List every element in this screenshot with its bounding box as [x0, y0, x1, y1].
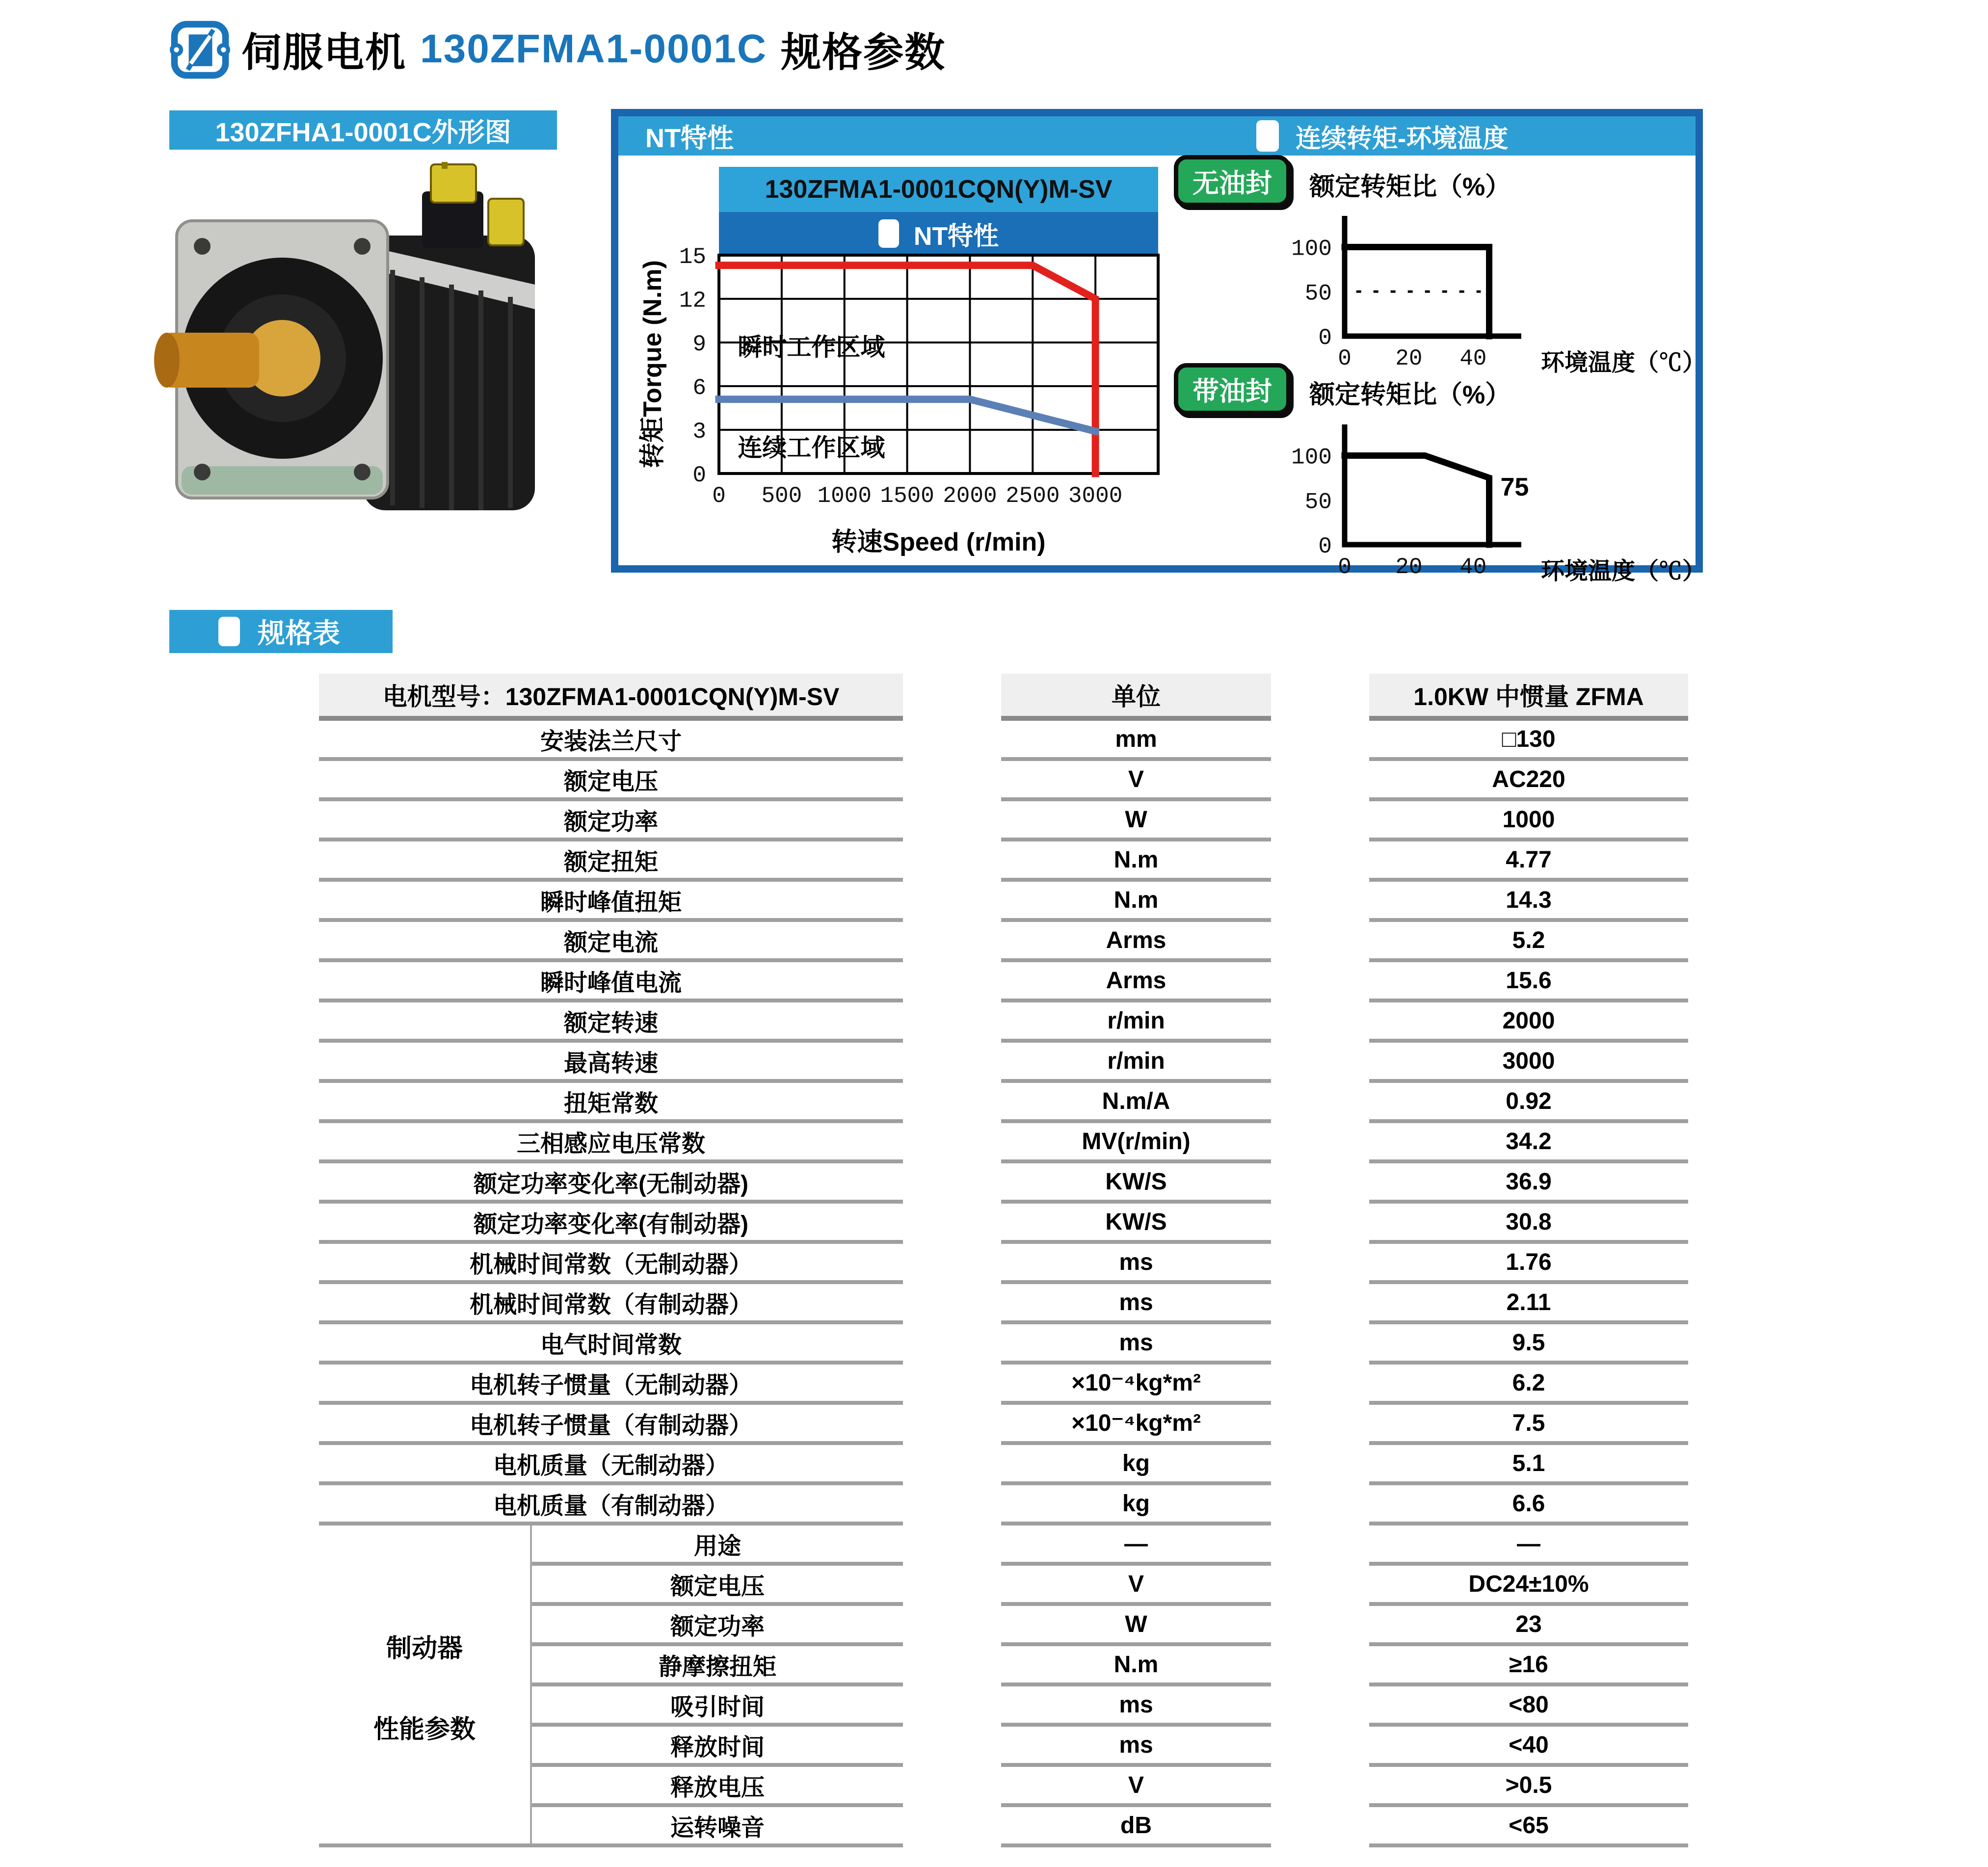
spec-param-value: AC220 — [1369, 761, 1688, 801]
spec-param-unit: MV(r/min) — [1001, 1123, 1271, 1163]
spec-table-row — [319, 721, 1688, 761]
spec-param-unit: N.m — [1001, 841, 1271, 882]
spec-table-row — [319, 1204, 1688, 1244]
spec-param-unit: KW/S — [1001, 1204, 1271, 1244]
spec-param-name: 额定电流 — [319, 922, 903, 962]
spec-param-value: 15.6 — [1369, 962, 1688, 1002]
brand-logo-icon — [169, 21, 231, 79]
spec-param-unit: r/min — [1001, 1043, 1271, 1083]
spec-param-value: 6.2 — [1369, 1365, 1688, 1405]
no-oil-seal-button[interactable] — [1174, 155, 1291, 207]
svg-text:1000: 1000 — [817, 483, 872, 509]
with-oil-seal-button-label: 带油封 — [1193, 376, 1272, 406]
svg-text:15: 15 — [679, 244, 706, 270]
spec-param-name: 释放电压 — [532, 1767, 903, 1807]
spec-param-unit: mm — [1001, 721, 1271, 761]
spec-param-unit: N.m — [1001, 882, 1271, 922]
brake-parameters-section — [319, 1525, 1688, 1847]
svg-text:3000: 3000 — [1068, 483, 1123, 509]
spec-param-unit: ms — [1001, 1686, 1271, 1727]
nt-chart-subtitle-label: NT特性 — [913, 222, 999, 251]
spec-param-value: 5.1 — [1369, 1445, 1688, 1485]
spec-table-row — [319, 1365, 1688, 1405]
spec-param-unit: KW/S — [1001, 1163, 1271, 1204]
page-title-prefix: 伺服电机 — [241, 30, 407, 75]
brake-group-label-line: 制动器 — [386, 1634, 463, 1663]
page-title — [241, 20, 946, 79]
svg-text:1500: 1500 — [880, 483, 934, 509]
spec-header-model: 电机型号：130ZFMA1-0001CQN(Y)M-SV — [319, 674, 903, 721]
spec-table-row — [319, 1244, 1688, 1284]
spec-param-value: <40 — [1369, 1727, 1688, 1767]
spec-param-value: 7.5 — [1369, 1405, 1688, 1445]
spec-param-value: DC24±10% — [1369, 1566, 1688, 1606]
spec-param-unit: dB — [1001, 1807, 1271, 1847]
spec-table — [319, 674, 1688, 1847]
spec-param-value: ≥16 — [1369, 1646, 1688, 1686]
spec-param-value: 4.77 — [1369, 841, 1688, 882]
svg-text:40: 40 — [1459, 554, 1487, 580]
svg-text:6: 6 — [692, 375, 706, 401]
spec-param-unit: ms — [1001, 1284, 1271, 1324]
spec-param-unit: kg — [1001, 1485, 1271, 1525]
spec-param-name: 机械时间常数（有制动器） — [319, 1284, 903, 1324]
torque-axis-label: 转矩Torque (N.m) — [638, 260, 667, 468]
white-square-icon — [1256, 120, 1279, 152]
with-oil-seal-button[interactable] — [1174, 363, 1291, 415]
svg-text:连续工作区域: 连续工作区域 — [738, 434, 885, 462]
spec-param-value: 14.3 — [1369, 882, 1688, 922]
spec-param-name: 额定电压 — [319, 761, 903, 801]
svg-text:50: 50 — [1304, 489, 1332, 515]
svg-text:3: 3 — [692, 419, 706, 445]
spec-param-value: 2.11 — [1369, 1284, 1688, 1324]
spec-param-value: 1000 — [1369, 801, 1688, 841]
spec-param-unit: W — [1001, 801, 1271, 841]
spec-param-name: 电机转子惯量（有制动器） — [319, 1405, 903, 1445]
spec-param-value: 3000 — [1369, 1043, 1688, 1083]
svg-text:0: 0 — [1318, 325, 1332, 351]
spec-table-banner-label: 规格表 — [258, 618, 340, 649]
spec-table-header-row — [319, 674, 1688, 721]
torque-temperature-header-label: 连续转矩-环境温度 — [1296, 124, 1509, 153]
svg-text:100: 100 — [1291, 236, 1332, 262]
spec-param-value: 23 — [1369, 1606, 1688, 1646]
svg-text:0: 0 — [1338, 554, 1352, 580]
svg-text:75: 75 — [1500, 473, 1529, 502]
page-title-model: 130ZFMA1-0001C — [420, 26, 768, 71]
spec-param-value: — — [1369, 1525, 1688, 1566]
spec-param-unit: ms — [1001, 1244, 1271, 1284]
spec-header-unit: 单位 — [1001, 674, 1271, 721]
svg-text:瞬时工作区域: 瞬时工作区域 — [738, 333, 885, 361]
torque-speed-chart — [628, 240, 1197, 530]
spec-param-unit: V — [1001, 761, 1271, 801]
spec-param-name: 额定转速 — [319, 1002, 903, 1043]
rated-torque-ratio-label: 额定转矩比（%） — [1309, 173, 1511, 201]
spec-param-unit: N.m — [1001, 1646, 1271, 1686]
spec-param-unit: Arms — [1001, 962, 1271, 1002]
spec-param-name: 运转噪音 — [532, 1807, 903, 1847]
spec-table-row — [319, 1284, 1688, 1324]
spec-param-value: 2000 — [1369, 1002, 1688, 1043]
spec-table-row — [319, 1083, 1688, 1123]
spec-param-name: 吸引时间 — [532, 1686, 903, 1727]
spec-table-row — [319, 1002, 1688, 1043]
svg-text:20: 20 — [1395, 346, 1423, 371]
brake-section-bottom-border — [319, 1843, 532, 1847]
spec-param-value: 0.92 — [1369, 1083, 1688, 1123]
rated-torque-ratio-label: 额定转矩比（%） — [1309, 381, 1511, 409]
spec-table-row — [319, 841, 1688, 882]
nt-header-title: NT特性 — [645, 123, 734, 153]
ambient-temperature-axis-label: 环境温度（℃） — [1541, 350, 1706, 376]
svg-text:20: 20 — [1395, 554, 1423, 580]
spec-param-value: 6.6 — [1369, 1485, 1688, 1525]
spec-param-value: 36.9 — [1369, 1163, 1688, 1204]
spec-param-value: >0.5 — [1369, 1767, 1688, 1807]
spec-param-name: 额定功率变化率(无制动器) — [319, 1163, 903, 1204]
nt-chart-title — [719, 167, 1158, 212]
brake-group-label — [319, 1525, 530, 1847]
spec-param-unit: Arms — [1001, 922, 1271, 962]
spec-param-name: 电机转子惯量（无制动器） — [319, 1365, 903, 1405]
torque-temperature-header — [1256, 116, 1508, 156]
spec-param-name: 安装法兰尺寸 — [319, 721, 903, 761]
speed-axis-label: 转速Speed (r/min) — [831, 528, 1046, 556]
spec-param-name: 额定电压 — [532, 1566, 903, 1606]
spec-param-unit: ×10⁻⁴kg*m² — [1001, 1365, 1271, 1405]
svg-text:12: 12 — [679, 288, 706, 314]
svg-text:2000: 2000 — [943, 483, 997, 509]
svg-text:9: 9 — [692, 332, 706, 357]
spec-param-unit: ms — [1001, 1727, 1271, 1767]
brake-group-label-line: 性能参数 — [373, 1715, 476, 1744]
spec-param-unit: V — [1001, 1566, 1271, 1606]
spec-param-unit: W — [1001, 1606, 1271, 1646]
spec-param-name: 瞬时峰值扭矩 — [319, 882, 903, 922]
svg-text:0: 0 — [1318, 534, 1332, 559]
spec-param-name: 三相感应电压常数 — [319, 1123, 903, 1163]
svg-text:100: 100 — [1291, 445, 1332, 471]
svg-text:0: 0 — [712, 483, 726, 509]
spec-param-name: 额定功率变化率(有制动器) — [319, 1204, 903, 1244]
nt-panel-header — [618, 116, 1696, 156]
spec-param-name: 释放时间 — [532, 1727, 903, 1767]
spec-table-row — [319, 1445, 1688, 1485]
spec-param-name: 额定功率 — [532, 1606, 903, 1646]
spec-param-name: 电气时间常数 — [319, 1324, 903, 1365]
spec-table-row — [319, 1324, 1688, 1365]
svg-text:2500: 2500 — [1006, 483, 1060, 509]
spec-param-unit: ×10⁻⁴kg*m² — [1001, 1405, 1271, 1445]
outline-drawing-banner-label: 130ZFHA1-0001C外形图 — [215, 117, 511, 147]
nt-chart-title-label: 130ZFMA1-0001CQN(Y)M-SV — [765, 175, 1113, 204]
spec-table-row — [319, 1485, 1688, 1525]
spec-table-row — [319, 761, 1688, 801]
spec-param-value: 34.2 — [1369, 1123, 1688, 1163]
spec-param-name: 用途 — [532, 1525, 903, 1566]
spec-param-unit: ms — [1001, 1324, 1271, 1365]
svg-text:0: 0 — [1338, 346, 1352, 371]
spec-param-value: 9.5 — [1369, 1324, 1688, 1365]
spec-table-row — [319, 1405, 1688, 1445]
no-oil-seal-button-label: 无油封 — [1193, 168, 1272, 198]
spec-param-name: 机械时间常数（无制动器） — [319, 1244, 903, 1284]
spec-param-value: 5.2 — [1369, 922, 1688, 962]
spec-param-unit: kg — [1001, 1445, 1271, 1485]
spec-table-row — [319, 962, 1688, 1002]
spec-param-name: 电机质量（有制动器） — [319, 1485, 903, 1525]
spec-param-unit: r/min — [1001, 1002, 1271, 1043]
svg-text:0: 0 — [692, 463, 706, 488]
spec-param-name: 电机质量（无制动器） — [319, 1445, 903, 1485]
ambient-temperature-axis-label: 环境温度（℃） — [1541, 558, 1706, 584]
spec-param-unit: — — [1001, 1525, 1271, 1566]
spec-header-series: 1.0KW 中惯量 ZFMA — [1369, 674, 1688, 721]
spec-param-name: 瞬时峰值电流 — [319, 962, 903, 1002]
spec-param-value: □130 — [1369, 721, 1688, 761]
spec-param-unit: V — [1001, 1767, 1271, 1807]
page-title-suffix: 规格参数 — [781, 30, 946, 75]
spec-table-row — [319, 1043, 1688, 1083]
white-square-icon — [218, 617, 240, 646]
svg-text:50: 50 — [1304, 281, 1332, 307]
spec-param-name: 额定功率 — [319, 801, 903, 841]
spec-table-row — [319, 882, 1688, 922]
spec-param-value: 1.76 — [1369, 1244, 1688, 1284]
spec-param-name: 扭矩常数 — [319, 1083, 903, 1123]
spec-param-value: <80 — [1369, 1686, 1688, 1727]
outline-drawing-banner — [169, 110, 557, 150]
spec-param-name: 额定扭矩 — [319, 841, 903, 882]
spec-table-row — [319, 922, 1688, 962]
spec-param-name: 静摩擦扭矩 — [532, 1646, 903, 1686]
spec-param-name: 最高转速 — [319, 1043, 903, 1083]
spec-table-banner — [169, 610, 393, 653]
spec-param-value: <65 — [1369, 1807, 1688, 1847]
spec-param-value: 30.8 — [1369, 1204, 1688, 1244]
servo-motor-photo — [147, 162, 589, 554]
svg-text:500: 500 — [761, 483, 802, 509]
spec-table-row — [319, 1123, 1688, 1163]
svg-text:40: 40 — [1459, 346, 1487, 371]
spec-table-row — [319, 801, 1688, 841]
brake-section-divider — [530, 1525, 532, 1843]
spec-param-unit: N.m/A — [1001, 1083, 1271, 1123]
spec-table-row — [319, 1163, 1688, 1204]
